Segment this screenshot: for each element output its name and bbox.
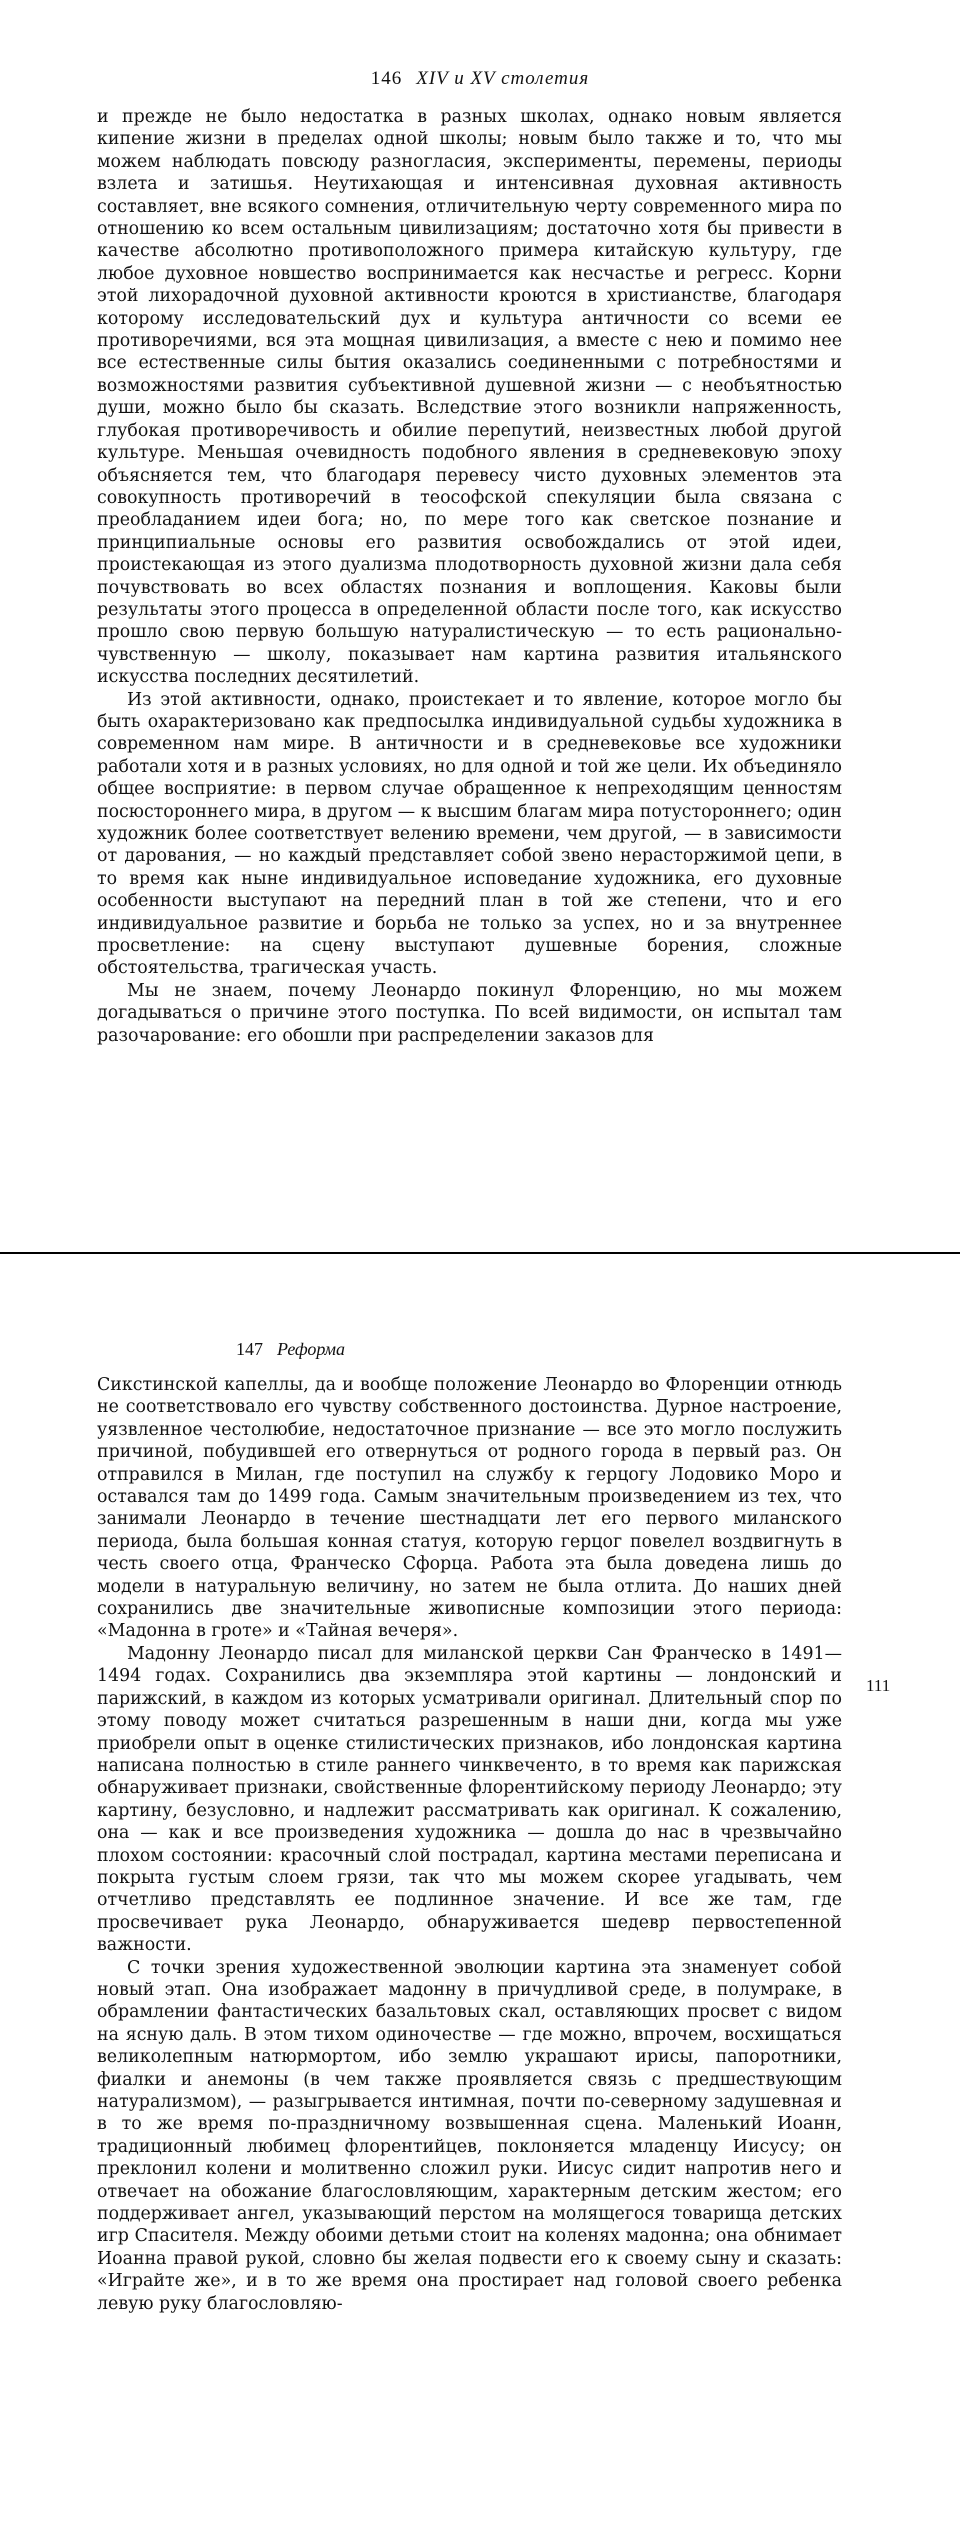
- book-page-146: [0, 0, 960, 1254]
- paragraph: Мы не знаем, почему Леонардо покинул Флоренцию, но мы можем догадываться о причине этого поступка. По всей видимости, он испытал там разочарование: его обошли при распределении заказов для: [97, 980, 842, 1046]
- paragraph: Сикстинской капеллы, да и вообще положение Леонардо во Флоренции отнюдь не соответствовало его чувству собственного достоинства. Дурное настроение, уязвленное честолюбие, недостаточное признание — все это могло послужить причиной, побудившей его отвернуться от родного города в первый раз. Он отправился в Милан, где поступил на службу к герцогу Лодовико Моро и оставался там до 1499 года. Самым значительным произведением из тех, что занимали Леонардо в течение шестнадцати лет его первого миланского периода, была большая конная статуя, которую герцог повелел воздвигнуть в честь своего отца, Франческо Сфорца. Работа эта была доведена лишь до модели в натуральную величину, но затем не была отлита. До наших дней сохранились две значительные живописные композиции этого периода: «Мадонна в гроте» и «Тайная вечеря».: [97, 1375, 842, 1642]
- running-head: [0, 68, 960, 90]
- book-page-147: [0, 1256, 960, 2536]
- paragraph: Из этой активности, однако, проистекает и то явление, которое могло бы быть охарактеризовано как предпосылка индивидуальной судьбы художника в современном нам мире. В античности и в средневековье все художники работали хотя и в разных условиях, но для одной и той же цели. Их объединяло общее восприятие: в первом случае обращенное к непреходящим ценностям посюстороннего мира, в другом — к высшим благам мира потустороннего; один художник более соответствует велению времени, чем другой, — в зависимости от дарования, — но каждый представляет собой звено нерасторжимой цепи, в то время как ныне индивидуальное исповедание художника, его духовные особенности выступают на передний план в той же степени, что и его индивидуальное развитие и борьба не только за успех, но и за внутреннее просветление: на сцену выступают душевные борения, сложные обстоятельства, трагическая участь.: [97, 689, 842, 979]
- paragraph: Мадонну Леонардо писал для миланской церкви Сан Франческо в 1491—1494 годах. Сохранились два экземпляра этой картины — лондонский и парижский, в каждом из которых усматривали оригинал. Длительный спор по этому поводу может считаться разрешенным в наши дни, когда мы уже приобрели опыт в оценке стилистических признаков, ибо лондонская картина написана полностью в стиле раннего чинквеченто, в то время как парижская обнаруживает признаки, свойственные флорентийскому периоду Леонардо; эту картину, безусловно, и надлежит рассматривать как оригинал. К сожалению, она — как и все произведения художника — дошла до нас в чрезвычайно плохом состоянии: красочный слой пострадал, картина местами переписана и покрыта густым слоем грязи, так что мы можем скорее угадывать, чем отчетливо представлять ее подлинное значение. И все же там, где просвечивает рука Леонардо, обнаруживается шедевр первостепенной важности.: [97, 1643, 842, 1956]
- running-head: [236, 1339, 345, 1360]
- paragraph: С точки зрения художественной эволюции картина эта знаменует собой новый этап. Она изображает мадонну в причудливой среде, в полумраке, в обрамлении фантастических базальтовых скал, оставляющих просвет с видом на ясную даль. В этом тихом одиночестве — где можно, впрочем, восхищаться великолепным натюрмортом, ибо землю украшают ирисы, папоротники, фиалки и анемоны (в чем также проявляется связь с предшествующим натурализмом), — разыгрывается интимная, почти по-северному задушевная и в то же время по-праздничному возвышенная сцена. Маленький Иоанн, традиционный любимец флорентийцев, поклоняется младенцу Иисусу; он преклонил колени и молитвенно сложил руки. Иисус сидит напротив него и отвечает на обожание благословляющим, характерным детским жестом; его поддерживает ангел, указывающий перстом на молящегося товарища детских игр Спасителя. Между обоими детьми стоит на коленях мадонна; она обнимает Иоанна правой рукой, словно бы желая подвести его к своему сыну и сказать: «Играйте же», и в то же время она простирает над головой своего ребенка левую руку благословляю-: [97, 1957, 842, 2314]
- chapter-title: XIV и XV столетия: [416, 68, 590, 89]
- body-text: [97, 1374, 842, 2315]
- body-text: [97, 106, 842, 1047]
- chapter-title: Реформа: [277, 1339, 346, 1359]
- page-number: 146: [370, 68, 403, 89]
- paragraph: и прежде не было недостатка в разных школах, однако новым является кипение жизни в пределах одной школы; новым было также и то, что мы можем наблюдать повсюду разногласия, эксперименты, перемены, периоды взлета и затишья. Неутихающая и интенсивная духовная активность составляет, вне всякого сомнения, отличительную черту современного мира по отношению ко всем остальным цивилизациям; достаточно хотя бы привести в качестве абсолютно противоположного примера китайскую культуру, где любое духовное новшество воспринимается как несчастье и регресс. Корни этой лихорадочной духовной активности кроются в христианстве, благодаря которому исследовательский дух и культура античности со всеми ее противоречиями, вся эта мощная цивилизация, а вместе с нею и помимо нее все естественные силы бытия оказались соединенными с потребностями и возможностями развития субъективной душевной жизни — с необъятностью души, можно было бы сказать. Вследствие этого возникли напряженность, глубокая противоречивость и обилие перепутий, неизвестных любой другой культуре. Меньшая очевидность подобного явления в средневековую эпоху объясняется тем, что благодаря перевесу чисто духовных элементов эта совокупность противоречий в теософской спекуляции была связана с преобладанием идеи бога; но, по мере того как светское познание и принципиальные основы его развития освобождались от этой идеи, проистекающая из этого дуализма плодотворность духовной жизни дала себя почувствовать во всех областях познания и воплощения. Каковы были результаты этого процесса в определенной области после того, как искусство прошло свою первую большую натуралистическую — то есть рационально-чувственную — школу, показывает нам картина развития итальянского искусства последних десятилетий.: [97, 107, 842, 688]
- page-number: 147: [236, 1339, 263, 1359]
- margin-page-number: 111: [866, 1676, 891, 1695]
